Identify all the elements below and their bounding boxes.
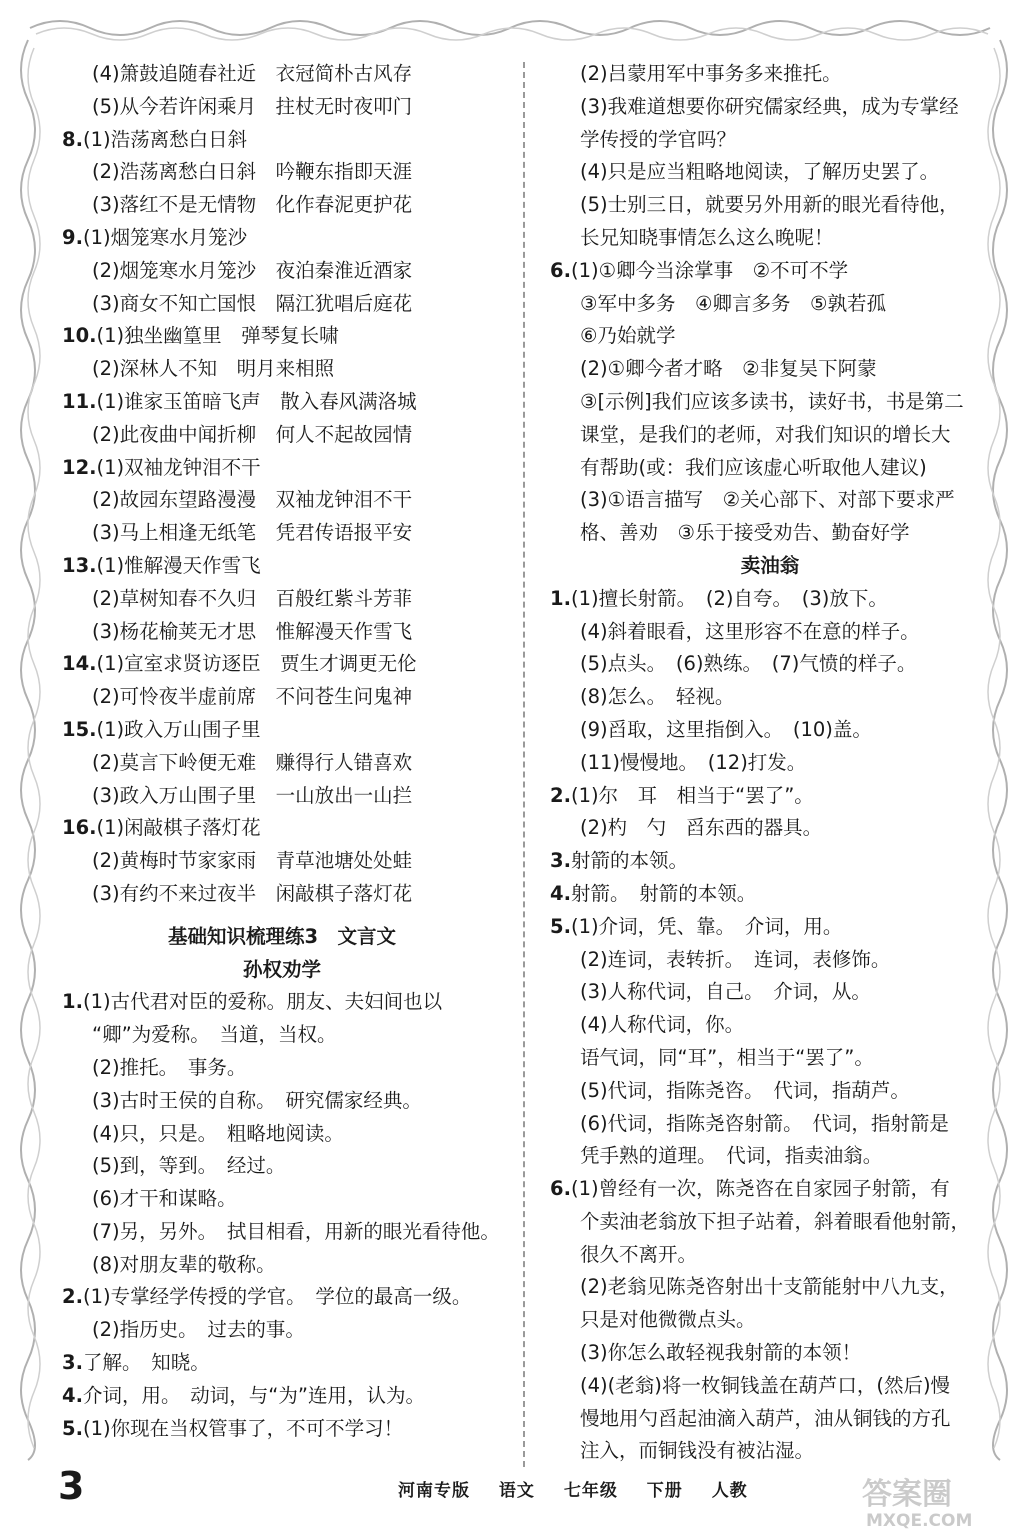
answer-line <box>62 878 502 911</box>
answer-text: (3)我难道想要你研究儒家经典，成为专掌经 <box>580 94 959 118</box>
answer-text: (2)①卿今者才略 ②非复吴下阿蒙 <box>580 357 877 381</box>
answer-line <box>62 386 502 419</box>
answer-line <box>550 845 990 878</box>
question-number: 14. <box>62 652 97 676</box>
answer-line <box>62 189 502 222</box>
answer-text: 射箭的本领。 <box>570 849 688 873</box>
answer-line <box>62 124 502 157</box>
footer-info <box>398 1476 770 1501</box>
answer-text: (1)你现在当权管事了，不可不学习！ <box>82 1416 404 1440</box>
answer-text: 格、善劝 ③乐于接受劝告、勤奋好学 <box>580 521 910 545</box>
answer-line <box>62 222 502 255</box>
answer-line <box>550 911 990 944</box>
answer-text: (1)介词，凭、靠。 介词，用。 <box>570 914 843 938</box>
answer-line <box>550 583 990 616</box>
answer-line <box>62 714 502 747</box>
answer-line <box>550 222 990 255</box>
answer-line <box>550 1304 990 1337</box>
answer-text: 有帮助(或：我们应该虚心听取他人建议) <box>580 455 927 479</box>
answer-line <box>62 616 502 649</box>
answer-text: (1)惟解漫天作雪飞 <box>96 553 261 577</box>
answer-line <box>62 1413 502 1446</box>
answer-text: 了解。 知晓。 <box>82 1351 210 1375</box>
answer-line <box>62 58 502 91</box>
answer-text: (2)黄梅时节家家雨 青草池塘处处蛙 <box>92 849 413 873</box>
answer-line <box>62 845 502 878</box>
answer-line <box>550 484 990 517</box>
answer-line <box>62 484 502 517</box>
question-number: 5. <box>550 914 571 938</box>
answer-text: (2)烟笼寒水月笼沙 夜泊秦淮近酒家 <box>92 258 413 282</box>
answer-text: 个卖油老翁放下担子站着，斜着眼看他射箭， <box>580 1209 971 1233</box>
answer-line <box>62 986 502 1019</box>
answer-line <box>62 1085 502 1118</box>
answer-line <box>550 91 990 124</box>
section-heading: 孙权劝学 <box>242 957 321 981</box>
answer-line <box>550 1206 990 1239</box>
section-heading: 卖油翁 <box>740 553 800 577</box>
answer-line <box>550 812 990 845</box>
question-number: 3. <box>550 849 571 873</box>
answer-text: (1)曾经有一次，陈尧咨在自家园子射箭，有 <box>570 1177 950 1201</box>
answer-text: (2)杓 勺 舀东西的器具。 <box>580 816 823 840</box>
answer-text: (1)①卿今当涂掌事 ②不可不学 <box>570 258 849 282</box>
answer-text: (2)老翁见陈尧咨射出十支箭能射中八九支， <box>580 1275 959 1299</box>
answer-line <box>62 1216 502 1249</box>
answer-line <box>550 681 990 714</box>
answer-line <box>550 747 990 780</box>
left-column <box>62 58 502 1445</box>
answer-line <box>62 419 502 452</box>
answer-text: (1)政入万山围子里 <box>96 717 261 741</box>
answer-text: 很久不离开。 <box>580 1242 698 1266</box>
answer-line <box>550 1108 990 1141</box>
question-number: 6. <box>550 1177 571 1201</box>
answer-line <box>550 1075 990 1108</box>
answer-text: (4)箫鼓追随春社近 衣冠简朴古风存 <box>92 62 413 85</box>
answer-line <box>62 1249 502 1282</box>
answer-line <box>550 156 990 189</box>
answer-line <box>62 1150 502 1183</box>
answer-line <box>550 517 990 550</box>
answer-text: (1)擅长射箭。 (2)自夸。 (3)放下。 <box>570 586 888 610</box>
footer-edition: 河南专版 <box>398 1481 470 1501</box>
answer-text: (5)到，等到。 经过。 <box>92 1154 286 1178</box>
answer-text: (4)(老翁)将一枚铜钱盖在葫芦口，(然后)慢 <box>580 1373 951 1397</box>
answer-line <box>550 1239 990 1272</box>
watermark-logo <box>856 1470 1011 1530</box>
question-number: 8. <box>62 127 83 151</box>
answer-line <box>550 58 990 91</box>
question-number: 2. <box>550 783 571 807</box>
answer-text: (2)深林人不知 明月来相照 <box>92 357 335 381</box>
answer-text: 语气词，同“耳”，相当于“罢了”。 <box>580 1045 874 1069</box>
answer-line <box>62 812 502 845</box>
footer-subject: 语文 <box>498 1481 535 1501</box>
answer-text: (1)烟笼寒水月笼沙 <box>82 225 248 249</box>
question-number: 9. <box>62 225 83 249</box>
answer-line <box>62 780 502 813</box>
footer-grade: 七年级 <box>563 1481 618 1501</box>
answer-text: 长兄知晓事情怎么这么晚呢！ <box>580 225 834 249</box>
answer-text: (2)莫言下岭便无难 赚得行人错喜欢 <box>92 750 413 774</box>
answer-line <box>62 648 502 681</box>
answer-line <box>62 747 502 780</box>
answer-text: (2)连词，表转折。 连词，表修饰。 <box>580 947 891 971</box>
answer-line <box>62 91 502 124</box>
answer-line <box>62 517 502 550</box>
answer-line <box>550 1370 990 1403</box>
answer-line <box>550 1173 990 1206</box>
answer-line <box>550 714 990 747</box>
question-number: 10. <box>62 324 97 348</box>
answer-text: (1)独坐幽篁里 弹琴复长啸 <box>96 324 339 348</box>
answer-line <box>62 681 502 714</box>
answer-line <box>62 255 502 288</box>
question-number: 13. <box>62 553 97 577</box>
answer-line <box>550 648 990 681</box>
section-heading: 基础知识梳理练3 文言文 <box>167 924 397 948</box>
footer-publisher: 人教 <box>711 1481 748 1501</box>
answer-text: (5)点头。 (6)熟练。 (7)气愤的样子。 <box>580 652 917 676</box>
answer-line <box>550 976 990 1009</box>
answer-text: (2)浩荡离愁白日斜 吟鞭东指即天涯 <box>92 160 413 184</box>
page-number: 3 <box>58 1464 85 1508</box>
watermark-text-top: 答案圈 <box>862 1477 952 1512</box>
question-number: 3. <box>62 1351 83 1375</box>
question-number: 15. <box>62 717 97 741</box>
answer-text: (1)尔 耳 相当于“罢了”。 <box>570 783 814 807</box>
answer-line <box>550 1337 990 1370</box>
question-number: 1. <box>62 990 83 1014</box>
column-divider <box>523 62 525 1467</box>
answer-line <box>550 255 990 288</box>
answer-text: 射箭。 射箭的本领。 <box>570 881 757 905</box>
answer-text: (3)人称代词，自己。 介词，从。 <box>580 980 871 1004</box>
answer-text: (1)古代君对臣的爱称。朋友、夫妇间也以 <box>82 990 443 1014</box>
answer-text: (7)另，另外。 拭目相看，用新的眼光看待他。 <box>92 1219 500 1243</box>
answer-text: (5)代词，指陈尧咨。 代词，指葫芦。 <box>580 1078 910 1102</box>
answer-text: (1)双袖龙钟泪不干 <box>96 455 261 479</box>
answer-text: (3)你怎么敢轻视我射箭的本领！ <box>580 1341 862 1365</box>
answer-line <box>550 1435 990 1468</box>
answer-text: (4)只是应当粗略地阅读，了解历史罢了。 <box>580 160 940 184</box>
answer-text: (3)落红不是无情物 化作春泥更护花 <box>92 193 413 217</box>
answer-text: (8)怎么。 轻视。 <box>580 685 735 709</box>
answer-text: 介词，用。 动词，与“为”连用，认为。 <box>82 1383 425 1407</box>
question-number: 6. <box>550 258 571 282</box>
answer-text: (6)才干和谋略。 <box>92 1187 237 1211</box>
answer-line <box>550 288 990 321</box>
question-number: 4. <box>62 1383 83 1407</box>
question-number: 5. <box>62 1416 83 1440</box>
question-number: 16. <box>62 816 97 840</box>
answer-text: (3)政入万山围子里 一山放出一山拦 <box>92 783 413 807</box>
answer-line <box>550 1009 990 1042</box>
answer-line <box>550 780 990 813</box>
answer-text: (4)人称代词，你。 <box>580 1013 745 1037</box>
answer-line <box>550 419 990 452</box>
right-column <box>550 58 990 1468</box>
answer-text: ③[示例]我们应该多读书，读好书，书是第二 <box>580 389 964 413</box>
answer-line <box>62 550 502 583</box>
answer-line <box>550 1403 990 1436</box>
answer-text: “卿”为爱称。 当道，当权。 <box>92 1023 337 1047</box>
answer-text: 凭手熟的道理。 代词，指卖油翁。 <box>580 1144 883 1168</box>
answer-line <box>62 1347 502 1380</box>
answer-text: (11)慢慢地。 (12)打发。 <box>580 750 807 774</box>
answer-line <box>62 1183 502 1216</box>
footer-volume: 下册 <box>646 1481 683 1501</box>
answer-text: (1)浩荡离愁白日斜 <box>82 127 248 151</box>
answer-text: (5)从今若许闲乘月 拄杖无时夜叩门 <box>92 94 413 118</box>
answer-text: 慢地用勺舀起油滴入葫芦，油从铜钱的方孔 <box>580 1406 951 1430</box>
answer-line <box>550 944 990 977</box>
answer-text: (2)故园东望路漫漫 双袖龙钟泪不干 <box>92 488 413 512</box>
answer-line <box>62 353 502 386</box>
answer-text: (4)只，只是。 粗略地阅读。 <box>92 1121 344 1145</box>
answer-text: (5)士别三日，就要另外用新的眼光看待他， <box>580 193 959 217</box>
answer-text: 学传授的学官吗？ <box>580 127 737 151</box>
answer-line <box>550 1042 990 1075</box>
question-number: 4. <box>550 881 571 905</box>
answer-line <box>62 288 502 321</box>
answer-text: 只是对他微微点头。 <box>580 1308 756 1332</box>
answer-line <box>550 878 990 911</box>
answer-text: (4)斜着眼看，这里形容不在意的样子。 <box>580 619 920 643</box>
answer-line <box>62 1281 502 1314</box>
answer-line <box>62 452 502 485</box>
answer-text: 注入，而铜钱没有被沾湿。 <box>580 1439 815 1463</box>
answer-line <box>550 1140 990 1173</box>
answer-line <box>62 1314 502 1347</box>
answer-line <box>62 1380 502 1413</box>
answer-line <box>550 189 990 222</box>
answer-text: (3)杨花榆荚无才思 惟解漫天作雪飞 <box>92 619 413 643</box>
answer-line <box>62 1019 502 1052</box>
answer-text: 课堂，是我们的老师，对我们知识的增长大 <box>580 422 951 446</box>
answer-line <box>550 386 990 419</box>
answer-text: (2)草树知春不久归 百般红紫斗芳菲 <box>92 586 413 610</box>
answer-text: ③军中多务 ④卿言多务 ⑤孰若孤 <box>580 291 886 315</box>
answer-text: (3)商女不知亡国恨 隔江犹唱后庭花 <box>92 291 413 315</box>
question-number: 1. <box>550 586 571 610</box>
answer-text: (3)马上相逢无纸笔 凭君传语报平安 <box>92 521 413 545</box>
answer-text: (2)推托。 事务。 <box>92 1055 247 1079</box>
answer-text: (1)宣室求贤访逐臣 贾生才调更无伦 <box>96 652 417 676</box>
answer-line <box>550 616 990 649</box>
answer-line <box>62 1118 502 1151</box>
answer-text: (8)对朋友辈的敬称。 <box>92 1252 276 1276</box>
spacer <box>62 911 502 921</box>
answer-text: ⑥乃始就学 <box>580 324 676 348</box>
answer-text: (9)舀取，这里指倒入。 (10)盖。 <box>580 717 872 741</box>
answer-text: (1)闲敲棋子落灯花 <box>96 816 261 840</box>
answer-text: (3)①语言描写 ②关心部下、对部下要求严 <box>580 488 955 512</box>
answer-line <box>550 320 990 353</box>
answer-text: (6)代词，指陈尧咨射箭。 代词，指射箭是 <box>580 1111 949 1135</box>
answer-line <box>550 353 990 386</box>
answer-text: (2)可怜夜半虚前席 不问苍生问鬼神 <box>92 685 413 709</box>
answer-line <box>550 124 990 157</box>
answer-line <box>62 583 502 616</box>
answer-line <box>550 1271 990 1304</box>
answer-line <box>62 1052 502 1085</box>
answer-text: (2)此夜曲中闻折柳 何人不起故园情 <box>92 422 413 446</box>
answer-text: (3)古时王侯的自称。 研究儒家经典。 <box>92 1088 422 1112</box>
question-number: 11. <box>62 389 97 413</box>
watermark-text-bottom: MXQE.COM <box>866 1511 973 1530</box>
answer-text: (2)指历史。 过去的事。 <box>92 1318 305 1342</box>
answer-line <box>550 452 990 485</box>
answer-text: (1)谁家玉笛暗飞声 散入春风满洛城 <box>96 389 417 413</box>
answer-text: (2)吕蒙用军中事务多来推托。 <box>580 62 842 85</box>
question-number: 2. <box>62 1285 83 1309</box>
answer-text: (1)专掌经学传授的学官。 学位的最高一级。 <box>82 1285 472 1309</box>
question-number: 12. <box>62 455 97 479</box>
answer-text: (3)有约不来过夜半 闲敲棋子落灯花 <box>92 881 413 905</box>
answer-line <box>62 320 502 353</box>
answer-line <box>62 156 502 189</box>
